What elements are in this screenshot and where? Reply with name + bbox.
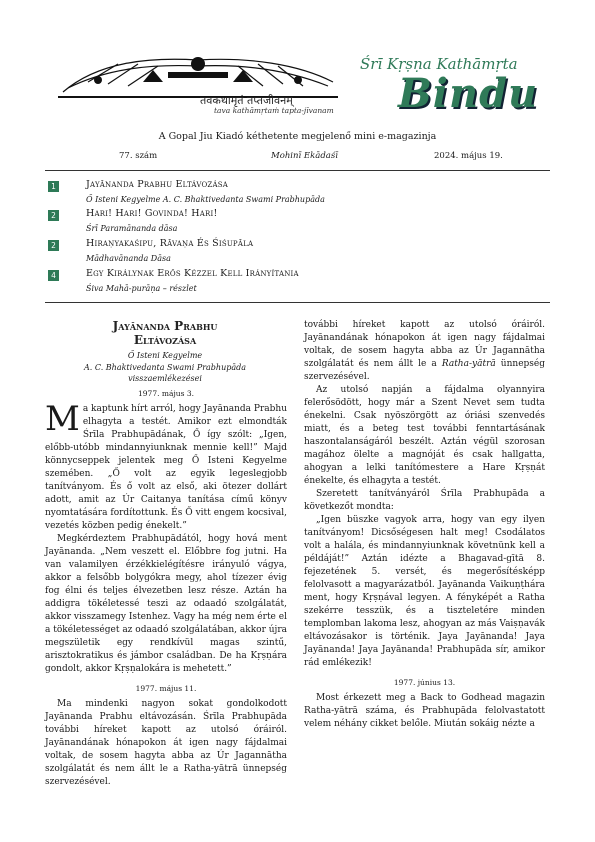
toc-divider	[45, 302, 550, 303]
toc-item-title[interactable]: Jayānanda Prabhu Eltávozása	[86, 179, 228, 190]
issue-number: 77. szám	[119, 151, 158, 161]
article-paragraph-continued	[304, 319, 545, 384]
toc-page-number: 2	[48, 240, 59, 251]
magazine-subtitle: A Gopal Jiu Kiadó kéthetente megjelenő mini e-magazinja	[158, 131, 437, 142]
article-paragraph: Az utolsó napján a fájdalma olyannyira felerősödött, hogy már a Szent Nevet sem tudta énekelni. Csak nyöszörgött az óriási szenvedés miatt, és a beteg test további fenntartásának haszontalanságáról beszélt. Aztán végül szorosan magához ölelte a magnóját és csak hallgatta, ahogyan a lelki tanítómestere a Hare Kṛṣṇát énekelte, és elhagyta a testét.	[304, 385, 545, 486]
article-author-line: visszaemlékezései	[128, 374, 202, 383]
article-title	[45, 319, 285, 347]
header-banner-illustration	[58, 52, 338, 98]
article-paragraph: Ma mindenki nagyon sokat gondolkodott Jayānanda Prabhu eltávozásán. Śrīla Prabhupāda további híreket kapott az utolsó óráiról. Jayānandának hónapokon át igen nagy fájdalmai voltak, de sosem hagyta abba az Úr Jagannātha szolgálatát és nem állt le a Ratha-yātrā ünnepség szervezésével.	[45, 699, 287, 787]
entry-date: 1977. május 11.	[135, 684, 197, 693]
issue-date: 2024. május 19.	[434, 151, 503, 161]
article-author-line: Ő Isteni Kegyelme	[127, 351, 203, 360]
article-title-line: Jayānanda Prabhu	[112, 319, 218, 333]
article-column-left	[45, 387, 288, 787]
header-divider	[45, 170, 550, 171]
toc-item-author: Mādhavānanda Dāsa	[86, 254, 171, 263]
devanagari-transliteration: tava kathāmṛtaṁ tapta-jīvanam	[214, 106, 334, 115]
article-column-right	[304, 319, 545, 731]
article-author-line: A. C. Bhaktivedanta Swami Prabhupāda	[84, 362, 246, 372]
article-paragraph: Most érkezett meg a Back to Godhead magazin Ratha-yātrā száma, és Prabhupāda felolvastatott velem néhány cikket belőle. Miután sokáig nézte a	[304, 693, 545, 729]
toc-item-title[interactable]: Hari! Hari! Govinda! Hari!	[86, 208, 218, 219]
toc-page-number: 2	[48, 210, 59, 221]
toc-item-title[interactable]: Egy Királynak Erős Kézzel Kell Irányítania	[86, 268, 299, 279]
continued-text: további híreket kapott az utolsó óráiról. Jayānandának hónapokon át igen nagy fájdalmai voltak, de sosem hagyta abba az Úr Jagannātha szolgálatát és nem állt le a Ratha-yātrā ünnepség szervezésével.	[304, 320, 545, 382]
toc-item-title[interactable]: Hiraṇyakaśipu, Rāvaṇa És Śiśupāla	[86, 238, 254, 249]
toc-page-number: 1	[48, 181, 59, 192]
article-paragraph: Ma kaptunk hírt arról, hogy Jayānanda Prabhu elhagyta a testét. Amikor ezt elmondták Śrīla Prabhupādának, Ő így szólt: „Igen, előbb-utóbb mindannyiunknak mennie kell!” Majd könnycseppek jelentek meg Ő Isteni Kegyelme szemében. „Ő volt az egyik legeslegjobb tanítványom. És ő volt az első, aki ötezer dollárt adott, amit az Úr Caitanya tanítása című könyv nyomtatására fordítottunk. És Ő vitt engem kocsival, vezetés közben pedig énekelt.”	[45, 399, 287, 531]
entry-date: 1977. május 3.	[138, 389, 194, 398]
article-paragraph: Szeretett tanítványáról Śrīla Prabhupāda a következőt mondta:	[304, 489, 545, 512]
devanagari-verse: तवकथामृतं तप्तजीवनम्	[200, 94, 293, 107]
magazine-title-bindu: Bindu	[398, 70, 539, 117]
article-author	[45, 350, 285, 385]
toc-item-author: Śrī Paramānanda dāsa	[86, 224, 178, 233]
article-title-line: Eltávozása	[133, 333, 197, 347]
toc-item-author: Ő Isteni Kegyelme A. C. Bhaktivedanta Swami Prabhupāda	[86, 195, 325, 204]
article-paragraph: „Igen büszke vagyok arra, hogy van egy ilyen tanítványom! Dicsőségesen halt meg! Csodálatos volt a halála, és mindannyiunknak követnünk kell a példáját!” Aztán idézte a Bhagavad-gītā 8. fejezetének 5. versét, és megerősítésképp felolvasott a magyarázatból. Jayānanda Vaikuṇṭhára ment, hogy Kṛṣṇával legyen. A fényképét a Ratha szekérre tesszük, és a tiszteletére minden templomban lakoma lesz, ahogyan az más Vaiṣṇavák eltávozásakor is történik. Jaya Jayānanda! Jaya Jayānanda! Jaya Jayānanda! Prabhupāda sír, amikor rád emlékezik!	[304, 515, 545, 668]
drop-cap: M	[45, 399, 80, 439]
toc-item-author: Śiva Mahā-purāṇa – részlet	[86, 284, 197, 293]
entry-date: 1977. június 13.	[393, 678, 456, 687]
toc-page-number: 4	[48, 270, 59, 281]
ekadasi-name: Mohinī Ekādaśī	[271, 151, 338, 161]
magazine-title-small: Śrī Kṛṣṇa Kathāmṛta	[360, 55, 518, 73]
article-paragraph: Megkérdeztem Prabhupādától, hogy hová ment Jayānanda. „Nem veszett el. Előbbre fog jutni. Ha van valamilyen érzékkielégítésre irányuló vágya, akkor a felsőbb bolygókra megy, ahol tízezer évig fog élni és teljes élvezetben lesz része. Aztán ha addigra tökéletessé teszi az odaadó szolgálatát, akkor visszamegy Istenhez. Vagy ha még nem érte el a tökéletességet az odaadó szolgálatában, akkor újra megszületik egy rendkívül magas szintű, arisztokratikus és jámbor családban. De ha Kṛṣṇára gondolt, akkor Kṛṣṇalokára is mehetett.”	[45, 534, 288, 674]
